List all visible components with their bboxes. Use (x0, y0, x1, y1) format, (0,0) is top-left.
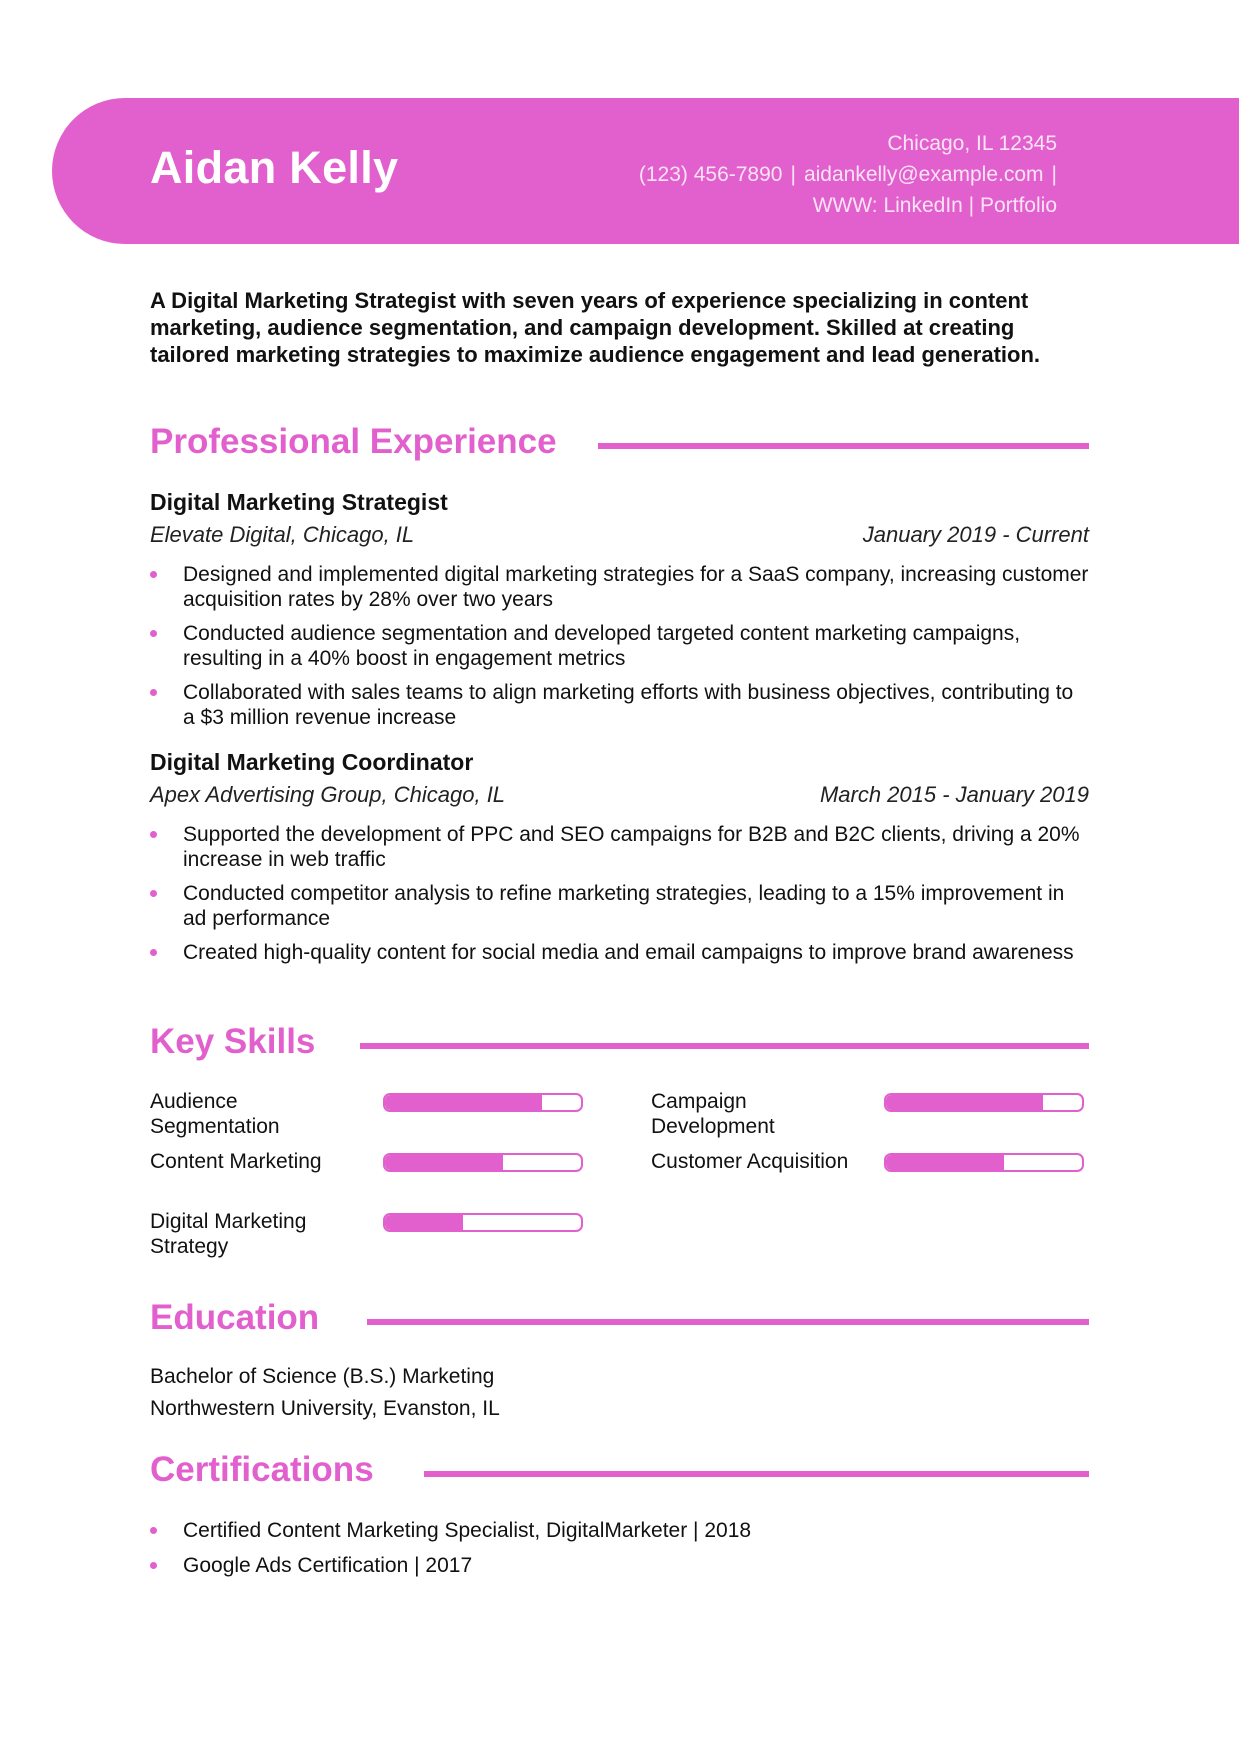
list-item: Google Ads Certification | 2017 (150, 1553, 1090, 1578)
education-degree: Bachelor of Science (B.S.) Marketing (150, 1365, 495, 1388)
job-bullets (150, 562, 1090, 740)
skill-level-fill (886, 1095, 1043, 1110)
section-title-certifications: Certifications (150, 1450, 374, 1489)
bullet-dot-icon (150, 689, 157, 696)
bullet-dot-icon (150, 949, 157, 956)
education-school: Northwestern University, Evanston, IL (150, 1397, 500, 1420)
skill-label: Digital Marketing Strategy (150, 1210, 307, 1258)
skill-level-fill (385, 1095, 542, 1110)
job-dates: March 2015 - January 2019 (819, 782, 1089, 807)
section-divider (360, 1043, 1089, 1049)
job-company: Elevate Digital, Chicago, IL (150, 522, 415, 547)
section-title-education: Education (150, 1298, 320, 1337)
skill-label: Customer Acquisition (651, 1150, 849, 1173)
skill-level-bar (383, 1153, 583, 1172)
contact-location: Chicago, IL 12345 (887, 132, 1057, 155)
bullet-dot-icon (150, 630, 157, 637)
list-item: Certified Content Marketing Specialist, DigitalMarketer | 2018 (150, 1518, 1090, 1543)
bullet-dot-icon (150, 890, 157, 897)
section-divider (424, 1471, 1089, 1477)
job-bullets (150, 822, 1090, 975)
skill-level-bar (884, 1153, 1084, 1172)
bullet-dot-icon (150, 1527, 157, 1534)
skill-level-fill (385, 1155, 503, 1170)
skill-label: Campaign Development (651, 1090, 775, 1138)
contact-separator: | (1051, 163, 1057, 186)
header-banner (52, 98, 1239, 244)
list-item: Collaborated with sales teams to align marketing efforts with business objectives, contributing to a $3 million revenue increase (150, 680, 1090, 730)
contact-block (639, 128, 1057, 221)
list-item: Supported the development of PPC and SEO campaigns for B2B and B2C clients, driving a 20% increase in web traffic (150, 822, 1090, 872)
bullet-dot-icon (150, 1562, 157, 1569)
contact-phone[interactable]: (123) 456-7890 (638, 163, 783, 186)
bullet-dot-icon (150, 571, 157, 578)
skill-level-fill (886, 1155, 1004, 1170)
list-item: Designed and implemented digital marketing strategies for a SaaS company, increasing customer acquisition rates by 28% over two years (150, 562, 1090, 612)
skill-level-fill (385, 1215, 463, 1230)
job-title: Digital Marketing Strategist (150, 489, 448, 515)
job-title: Digital Marketing Coordinator (150, 749, 474, 775)
skill-label: Audience Segmentation (150, 1090, 280, 1138)
section-title-experience: Professional Experience (150, 422, 557, 461)
skill-label: Content Marketing (150, 1150, 322, 1173)
skill-level-bar (884, 1093, 1084, 1112)
section-title-skills: Key Skills (150, 1022, 316, 1061)
certification-list (150, 1518, 1090, 1588)
section-divider (367, 1319, 1089, 1325)
list-item: Conducted audience segmentation and developed targeted content marketing campaigns, resulting in a 40% boost in engagement metrics (150, 621, 1090, 671)
professional-summary: A Digital Marketing Strategist with seven years of experience specializing in content marketing, audience segmentation, and campaign development. Skilled at creating tailored marketing strategies to maximize audience engagement and lead generation. (150, 288, 1041, 367)
contact-email[interactable]: aidankelly@example.com (803, 163, 1044, 186)
job-dates: January 2019 - Current (862, 522, 1089, 547)
skill-level-bar (383, 1213, 583, 1232)
contact-links[interactable]: WWW: LinkedIn | Portfolio (812, 194, 1057, 217)
skill-level-bar (383, 1093, 583, 1112)
section-divider (598, 443, 1089, 449)
list-item: Created high-quality content for social media and email campaigns to improve brand awareness (150, 940, 1090, 965)
job-company: Apex Advertising Group, Chicago, IL (150, 782, 506, 807)
candidate-name: Aidan Kelly (150, 142, 399, 193)
bullet-dot-icon (150, 831, 157, 838)
contact-separator: | (790, 163, 796, 186)
contact-line (639, 159, 1057, 190)
list-item: Conducted competitor analysis to refine marketing strategies, leading to a 15% improvement in ad performance (150, 881, 1090, 931)
